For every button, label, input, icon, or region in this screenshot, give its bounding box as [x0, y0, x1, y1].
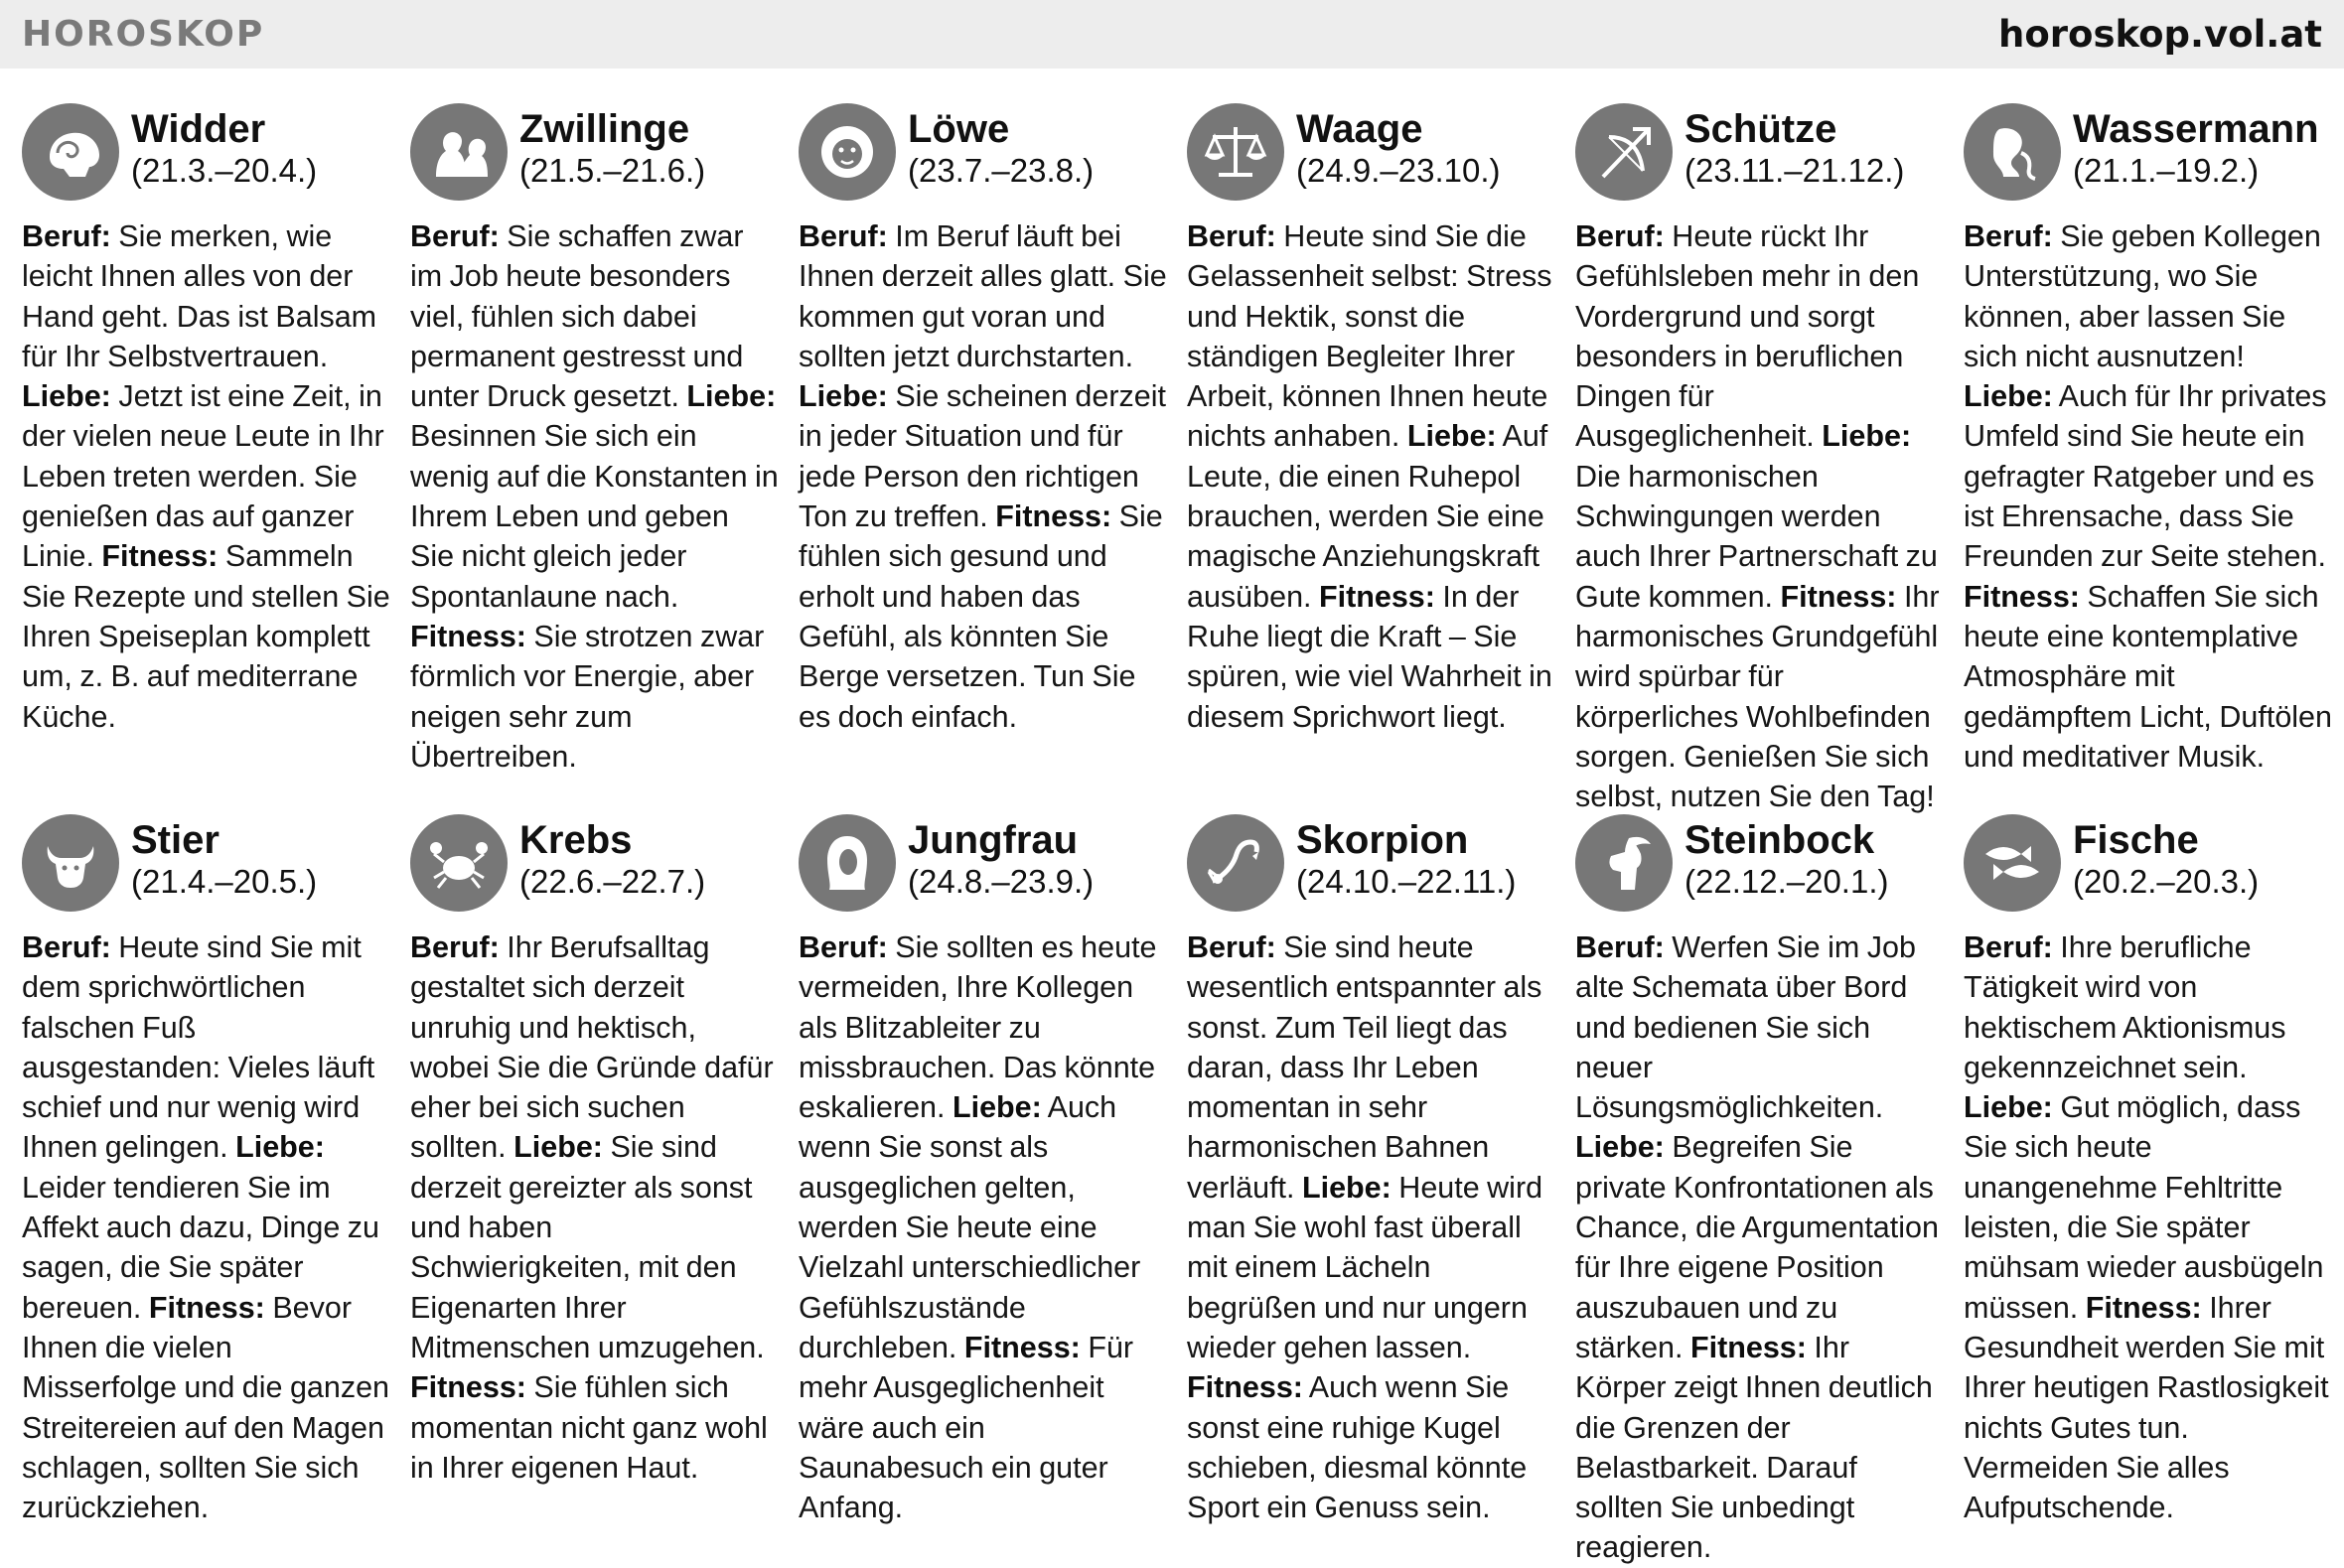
sign-text [799, 922, 1168, 1527]
sign-card-fish [1964, 814, 2333, 1525]
sign-title-block [1296, 814, 1516, 902]
liebe-text: Leider tendieren Sie im Affekt auch dazu, Dinge zu sagen, die Sie später bereuen. [22, 1170, 379, 1325]
sign-name: Krebs [519, 818, 633, 862]
fitness-label: Fitness: [410, 619, 526, 653]
sign-text [799, 211, 1168, 737]
liebe-label: Liebe: [1301, 1170, 1392, 1205]
fitness-label: Fitness: [410, 1370, 526, 1405]
sign-dates: (21.3.–20.4.) [131, 152, 318, 189]
sign-text [410, 922, 780, 1488]
sign-dates: (21.5.–21.6.) [519, 152, 706, 189]
sign-card-crab [410, 814, 780, 1496]
beruf-label: Beruf: [799, 219, 888, 253]
ram-icon [22, 103, 119, 201]
lion-icon [799, 103, 896, 201]
beruf-label: Beruf: [22, 930, 111, 964]
beruf-label: Beruf: [1575, 219, 1665, 253]
fitness-text: In der Ruhe liegt die Kraft – Sie spüren, wie viel Wahrheit in diesem Sprichwort liegt. [1187, 579, 1552, 734]
sign-dates: (23.7.–23.8.) [908, 152, 1095, 189]
sign-card-scorpion [1187, 814, 1556, 1525]
fitness-text: Schaffen Sie sich heute eine kontemplative Atmosphäre mit gedämpftem Licht, Duftölen und meditativer Musik. [1964, 579, 2332, 774]
sign-text [1964, 922, 2333, 1527]
fitness-text: Für mehr Ausgeglichenheit wäre auch ein Saunabesuch ein guter Anfang. [799, 1330, 1134, 1525]
sign-name: Wassermann [2073, 107, 2319, 151]
fish-icon [1964, 814, 2061, 912]
sign-dates: (24.9.–23.10.) [1296, 152, 1501, 189]
sign-title-block [2073, 814, 2259, 902]
sign-text [410, 211, 780, 777]
scorpion-icon [1187, 814, 1284, 912]
beruf-text: Im Beruf läuft bei Ihnen derzeit alles glatt. Sie kommen gut voran und sollten jetzt durchstarten. [799, 219, 1167, 373]
sign-header [410, 814, 780, 922]
sign-title-block [519, 103, 705, 191]
sign-header [1964, 103, 2333, 211]
sign-header [799, 103, 1168, 211]
liebe-label: Liebe: [22, 379, 111, 414]
sign-title-block [1296, 103, 1500, 191]
beruf-text: Heute sind Sie mit dem sprichwörtlichen falschen Fuß ausgestanden: Vieles läuft schief und nur wenig wird Ihnen gelingen. [22, 930, 375, 1165]
goat-icon [1575, 814, 1673, 912]
liebe-label: Liebe: [513, 1130, 603, 1165]
sign-title-block [1685, 103, 1904, 191]
scales-icon [1187, 103, 1284, 201]
sign-name: Zwillinge [519, 107, 690, 151]
fitness-text: Sie fühlen sich gesund und erholt und haben das Gefühl, als könnten Sie Berge versetzen. Tun Sie es doch einfach. [799, 499, 1163, 734]
sign-card-scales [1187, 103, 1556, 784]
sign-header [1187, 103, 1556, 211]
sign-title-block [131, 103, 317, 191]
sign-card-ram [22, 103, 391, 784]
liebe-label: Liebe: [952, 1090, 1042, 1125]
sign-title-block [2073, 103, 2319, 191]
liebe-label: Liebe: [1406, 419, 1497, 454]
sign-header [1575, 814, 1945, 922]
sign-dates: (21.1.–19.2.) [2073, 152, 2260, 189]
fitness-text: Ihr harmonisches Grundgefühl wird spürbar für körperliches Wohlbefinden sorgen. Genießen Sie sich selbst, nutzen Sie den Tag! [1575, 579, 1940, 814]
liebe-text: Besinnen Sie sich ein wenig auf die Konstanten in Ihrem Leben und geben Sie nicht gleich jeder Spontanlaune nach. [410, 419, 779, 614]
sign-card-goat [1575, 814, 1945, 1565]
site-url-link[interactable]: horoskop.vol.at [1998, 13, 2322, 56]
fitness-label: Fitness: [963, 1330, 1081, 1364]
sign-dates: (22.12.–20.1.) [1685, 863, 1889, 900]
sign-header [799, 814, 1168, 922]
beruf-label: Beruf: [1964, 930, 2053, 964]
beruf-text: Sie sollten es heute vermeiden, Ihre Kollegen als Blitzableiter zu missbrauchen. Das könnte eskalieren. [799, 930, 1157, 1125]
sign-title-block [519, 814, 705, 902]
fitness-label: Fitness: [995, 499, 1112, 534]
beruf-text: Heute rückt Ihr Gefühlsleben mehr in den Vordergrund und sorgt besonders in beruflichen Dingen für Ausgeglichenheit. [1575, 219, 1920, 454]
sign-dates: (20.2.–20.3.) [2073, 863, 2260, 900]
beruf-label: Beruf: [799, 930, 888, 964]
liebe-label: Liebe: [1964, 379, 2053, 414]
horoscope-grid [22, 103, 2333, 1565]
sign-text [1575, 922, 1945, 1568]
beruf-text: Sie merken, wie leicht Ihnen alles von der Hand geht. Das ist Balsam für Ihr Selbstvertrauen. [22, 219, 377, 373]
liebe-text: Auch für Ihr privates Umfeld sind Sie heute ein gefragter Ratgeber und es ist Ehrensache, dass Sie Freunden zur Seite stehen. [1964, 379, 2327, 574]
fitness-text: Ihrer Gesundheit werden Sie mit Ihrer heutigen Rastlosigkeit nichts Gutes tun. Vermeiden Sie alles Aufputschende. [1964, 1290, 2329, 1525]
sign-header [1964, 814, 2333, 922]
sign-header [1575, 103, 1945, 211]
sign-name: Steinbock [1685, 818, 1875, 862]
water-bearer-icon [1964, 103, 2061, 201]
sign-dates: (22.6.–22.7.) [519, 863, 706, 900]
sign-title-block [1685, 814, 1888, 902]
sign-title-block [908, 103, 1094, 191]
page-header [0, 0, 2344, 69]
sign-header [22, 103, 391, 211]
sign-header [22, 814, 391, 922]
sign-text [1575, 211, 1945, 816]
beruf-text: Sie schaffen zwar im Job heute besonders viel, fühlen sich dabei permanent gestresst und unter Druck gesetzt. [410, 219, 744, 414]
liebe-text: Auf Leute, die einen Ruhepol brauchen, werden Sie eine magische Anziehungskraft ausüben. [1187, 419, 1548, 614]
sign-name: Löwe [908, 107, 1010, 151]
beruf-label: Beruf: [1187, 219, 1276, 253]
beruf-text: Heute sind Sie die Gelassenheit selbst: Stress und Hektik, sonst die ständigen Begleiter Ihrer Arbeit, können Ihnen heute nichts anhaben. [1187, 219, 1552, 454]
sign-card-virgin [799, 814, 1168, 1525]
liebe-label: Liebe: [1575, 1130, 1665, 1165]
sign-dates: (24.8.–23.9.) [908, 863, 1095, 900]
liebe-label: Liebe: [1822, 419, 1912, 454]
sign-card-twins [410, 103, 780, 784]
sign-text [1964, 211, 2333, 777]
virgin-icon [799, 814, 896, 912]
liebe-label: Liebe: [799, 379, 888, 414]
sign-name: Skorpion [1296, 818, 1469, 862]
sign-dates: (24.10.–22.11.) [1296, 863, 1517, 900]
liebe-label: Liebe: [686, 379, 777, 414]
sign-name: Waage [1296, 107, 1423, 151]
beruf-label: Beruf: [1964, 219, 2053, 253]
archer-icon [1575, 103, 1673, 201]
liebe-text: Sie scheinen derzeit in jeder Situation und für jede Person den richtigen Ton zu treffen. [799, 379, 1166, 534]
fitness-label: Fitness: [1187, 1370, 1303, 1405]
fitness-label: Fitness: [101, 539, 219, 574]
sign-title-block [908, 814, 1094, 902]
sign-card-archer [1575, 103, 1945, 814]
fitness-text: Bevor Ihnen die vielen Misserfolge und die ganzen Streitereien auf den Magen schlagen, sollten Sie sich zurückziehen. [22, 1290, 390, 1525]
beruf-text: Ihre berufliche Tätigkeit wird von hektischem Aktionismus gekennzeichnet sein. [1964, 930, 2286, 1084]
sign-card-lion [799, 103, 1168, 784]
fitness-text: Sie fühlen sich momentan nicht ganz wohl in Ihrer eigenen Haut. [410, 1370, 768, 1485]
sign-card-bull [22, 814, 391, 1525]
liebe-text: Die harmonischen Schwingungen werden auch Ihrer Partnerschaft zu Gute kommen. [1575, 459, 1938, 614]
sign-header [410, 103, 780, 211]
beruf-label: Beruf: [22, 219, 111, 253]
bull-icon [22, 814, 119, 912]
liebe-label: Liebe: [1964, 1090, 2053, 1125]
sign-text [22, 211, 391, 737]
beruf-label: Beruf: [1187, 930, 1276, 964]
twins-icon [410, 103, 508, 201]
beruf-label: Beruf: [410, 219, 500, 253]
liebe-text: Begreifen Sie private Konfrontationen als Chance, die Argumentation für Ihre eigene Position auszubauen und zu stärken. [1575, 1130, 1939, 1364]
sign-text [1187, 211, 1556, 737]
crab-icon [410, 814, 508, 912]
liebe-text: Sie sind derzeit gereizter als sonst und haben Schwierigkeiten, mit den Eigenarten Ihrer Mitmenschen umzugehen. [410, 1130, 765, 1364]
sign-name: Schütze [1685, 107, 1837, 151]
sign-header [1187, 814, 1556, 922]
fitness-label: Fitness: [1689, 1330, 1807, 1364]
sign-name: Jungfrau [908, 818, 1079, 862]
beruf-label: Beruf: [410, 930, 500, 964]
beruf-label: Beruf: [1575, 930, 1665, 964]
fitness-text: Ihr Körper zeigt Ihnen deutlich die Grenzen der Belastbarkeit. Darauf sollten Sie unbedingt reagieren. [1575, 1330, 1933, 1565]
liebe-text: Heute wird man Sie wohl fast überall mit einem Lächeln begrüßen und nur ungern wieder gehen lassen. [1187, 1170, 1543, 1364]
fitness-label: Fitness: [1964, 579, 2080, 614]
fitness-text: Auch wenn Sie sonst eine ruhige Kugel schieben, diesmal könnte Sport ein Genuss sein. [1187, 1370, 1528, 1525]
fitness-label: Fitness: [1318, 579, 1435, 614]
liebe-text: Auch wenn Sie sonst als ausgeglichen gelten, werden Sie heute eine Vielzahl unterschiedlicher Gefühlszustände durchleben. [799, 1090, 1141, 1364]
liebe-label: Liebe: [235, 1130, 325, 1165]
sign-name: Fische [2073, 818, 2199, 862]
fitness-text: Sammeln Sie Rezepte und stellen Sie Ihren Speiseplan komplett um, z. B. auf mediterrane Küche. [22, 539, 390, 734]
beruf-text: Ihr Berufsalltag gestaltet sich derzeit unruhig und hektisch, wobei Sie die Gründe dafür eher bei sich suchen sollten. [410, 930, 774, 1165]
sign-dates: (23.11.–21.12.) [1685, 152, 1905, 189]
sign-name: Widder [131, 107, 266, 151]
fitness-label: Fitness: [2085, 1290, 2202, 1325]
section-title: HOROSKOP [22, 14, 265, 55]
sign-text [22, 922, 391, 1527]
fitness-label: Fitness: [1780, 579, 1897, 614]
sign-title-block [131, 814, 317, 902]
beruf-text: Sie geben Kollegen Unterstützung, wo Sie können, aber lassen Sie sich nicht ausnutzen! [1964, 219, 2321, 373]
beruf-text: Werfen Sie im Job alte Schemata über Bord und bedienen Sie sich neuer Lösungsmöglichkeiten. [1575, 930, 1916, 1125]
fitness-label: Fitness: [148, 1290, 265, 1325]
liebe-text: Gut möglich, dass Sie sich heute unangenehme Fehltritte leisten, die Sie später mühsam wieder ausbügeln müssen. [1964, 1090, 2324, 1325]
fitness-text: Sie strotzen zwar förmlich vor Energie, aber neigen sehr zum Übertreiben. [410, 619, 765, 774]
beruf-text: Sie sind heute wesentlich entspannter als sonst. Zum Teil liegt das daran, dass Ihr Leben momentan in sehr harmonischen Bahnen verläuft. [1187, 930, 1542, 1205]
sign-card-water-bearer [1964, 103, 2333, 784]
sign-text [1187, 922, 1556, 1527]
sign-name: Stier [131, 818, 220, 862]
sign-dates: (21.4.–20.5.) [131, 863, 318, 900]
liebe-text: Jetzt ist eine Zeit, in der vielen neue Leute in Ihr Leben treten werden. Sie genießen das auf ganzer Linie. [22, 379, 384, 574]
